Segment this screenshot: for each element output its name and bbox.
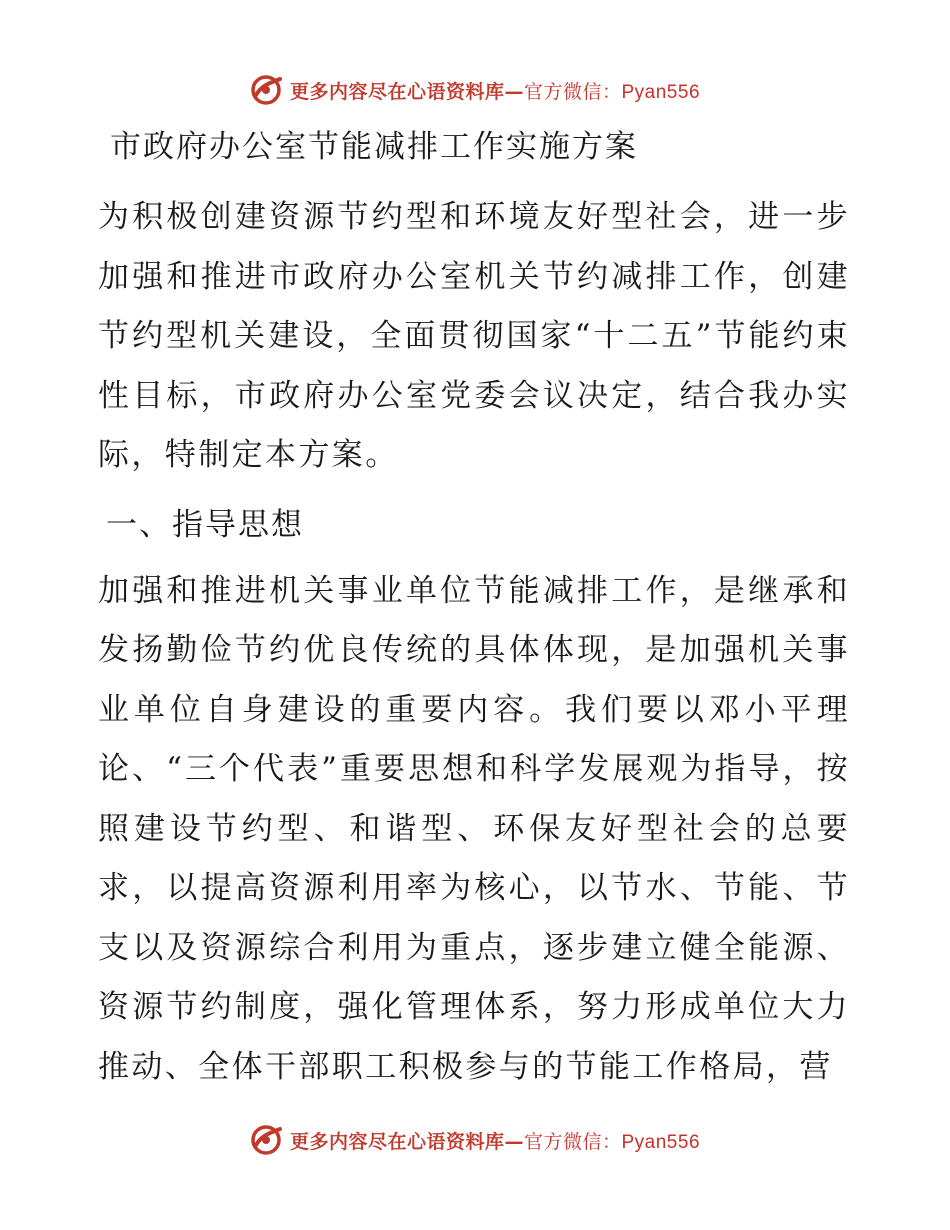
watermark-main-text: 更多内容尽在心语资料库 — [289, 80, 505, 103]
watermark-dash: — — [504, 1130, 524, 1153]
watermark-wechat-handle: Pyan556 — [621, 81, 701, 103]
document-body — [98, 118, 850, 1097]
section-heading-guiding-ideology: 一、指导思想 — [106, 506, 304, 543]
footer-watermark-banner — [0, 1120, 950, 1160]
header-watermark-banner — [0, 70, 950, 110]
watermark-wechat-label: 官方微信： — [523, 80, 622, 103]
brush-stroke-logo-icon — [250, 73, 284, 107]
watermark-main-text: 更多内容尽在心语资料库 — [289, 1130, 505, 1153]
watermark-dash: — — [504, 80, 524, 103]
intro-paragraph: 为积极创建资源节约型和环境友好型社会，进一步加强和推进市政府办公室机关节约减排工作，创建节约型机关建设，全面贯彻国家“十二五”节能约束性目标，市政府办公室党委会议决定，结合我办实际，特制定本方案。 — [98, 199, 850, 473]
guiding-ideology-paragraph: 加强和推进机关事业单位节能减排工作，是继承和发扬勤俭节约优良传统的具体体现，是加强机关事业单位自身建设的重要内容。我们要以邓小平理论、“三个代表”重要思想和科学发展观为指导，按照建设节约型、和谐型、环保友好型社会的总要求，以提高资源利用率为核心，以节水、节能、节支以及资源综合利用为重点，逐步建立健全能源、资源节约制度，强化管理体系，努力形成单位大力推动、全体干部职工积极参与的节能工作格局，营 — [98, 572, 850, 1085]
document-title: 市政府办公室节能减排工作实施方案 — [110, 129, 638, 165]
header-watermark-text — [290, 77, 700, 104]
brush-stroke-logo-icon — [250, 1123, 284, 1157]
watermark-wechat-handle: Pyan556 — [621, 1131, 701, 1153]
watermark-wechat-label: 官方微信： — [523, 1130, 622, 1153]
footer-watermark-text — [290, 1127, 700, 1154]
header-watermark-inner — [250, 73, 700, 107]
footer-watermark-inner — [250, 1123, 700, 1157]
